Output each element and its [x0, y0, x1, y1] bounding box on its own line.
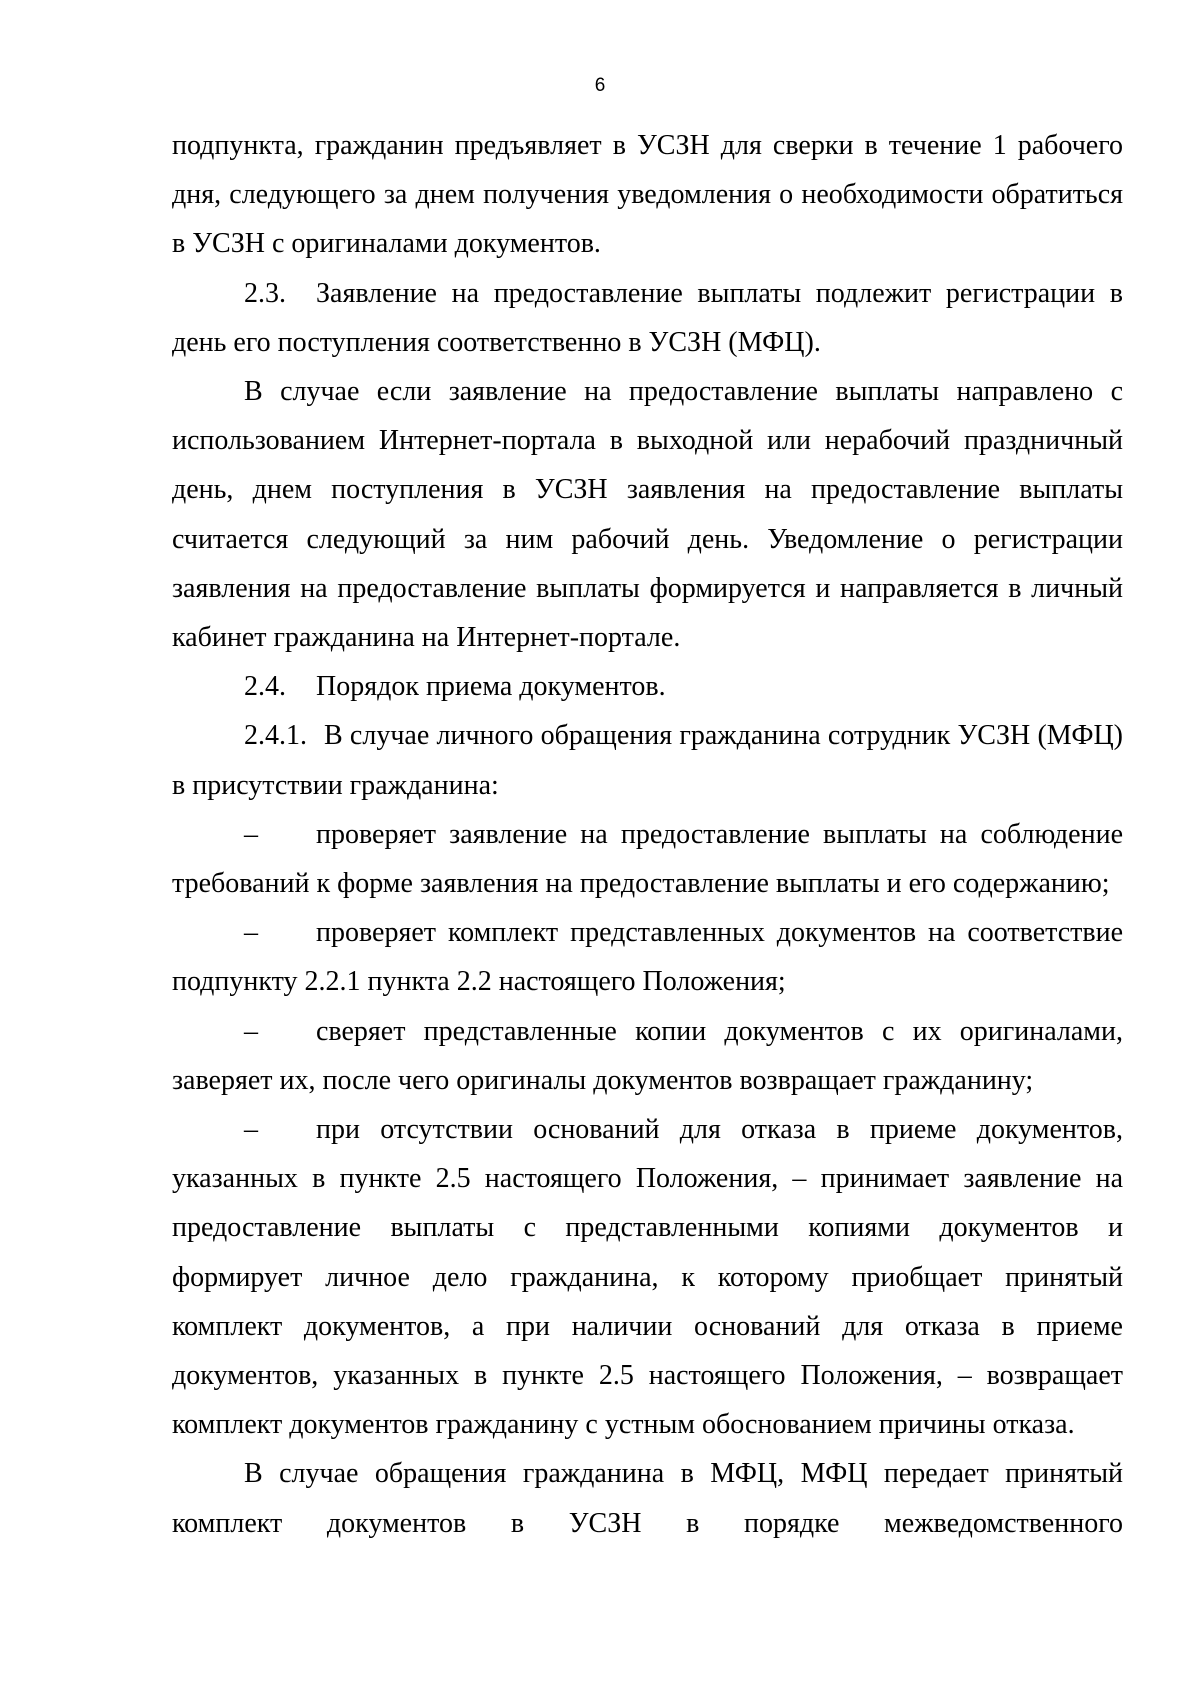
paragraph-2-4-1: [172, 711, 1123, 809]
clause-text: Порядок приема документов.: [316, 671, 666, 703]
paragraph-2-3: [172, 269, 1123, 367]
list-item-text: проверяет комплект представленных документов на соответствие подпункту 2.2.1 пункта 2.2 настоящего Положения;: [172, 917, 1123, 998]
list-item: [172, 1007, 1123, 1105]
list-dash: –: [244, 917, 258, 949]
clause-number: 2.4.1.: [244, 720, 307, 752]
list-item: [172, 810, 1123, 908]
clause-number: 2.3.: [244, 277, 286, 309]
list-item-text: проверяет заявление на предоставление выплаты на соблюдение требований к форме заявления на предоставление выплаты и его содержанию;: [172, 818, 1123, 900]
clause-text: В случае личного обращения гражданина сотрудник УСЗН (МФЦ) в присутствии гражданина:: [172, 720, 1123, 801]
paragraph: В случае обращения гражданина в МФЦ, МФЦ передает принятый комплект документов в УСЗН в порядке межведомственного: [172, 1458, 1123, 1539]
document-body: [172, 121, 1123, 1548]
paragraph-2-4: [172, 662, 1123, 711]
clause-number: 2.4.: [244, 671, 286, 703]
list-item-text: сверяет представленные копии документов с их оригиналами, заверяет их, после чего оригиналы документов возвращает гражданину;: [172, 1015, 1123, 1096]
list-dash: –: [244, 818, 258, 850]
list-item-text: при отсутствии оснований для отказа в приеме документов, указанных в пункте 2.5 настоящего Положения, – принимает заявление на предоставление выплаты с представленными копиями документов и формирует личное дело гражданина, к которому приобщает принятый комплект документов, а при наличии оснований для отказа в приеме документов, указанных в пункте 2.5 настоящего Положения, – возвращает комплект документов гражданину с устным обоснованием причины отказа.: [172, 1114, 1123, 1441]
clause-text: Заявление на предоставление выплаты подлежит регистрации в день его поступления соответственно в УСЗН (МФЦ).: [172, 277, 1123, 358]
list-item: [172, 1105, 1123, 1449]
list-item: [172, 908, 1123, 1006]
paragraph: В случае если заявление на предоставление выплаты направлено с использованием Интернет-портала в выходной или нерабочий праздничный день, днем поступления в УСЗН заявления на предоставление выплаты считается следующий за ним рабочий день. Уведомление о регистрации заявления на предоставление выплаты формируется и направляется в личный кабинет гражданина на Интернет-портале.: [172, 376, 1123, 654]
paragraph: подпункта, гражданин предъявляет в УСЗН для сверки в течение 1 рабочего дня, следующего за днем получения уведомления о необходимости обратиться в УСЗН с оригиналами документов.: [172, 130, 1123, 260]
page-number: 6: [594, 75, 606, 96]
list-dash: –: [244, 1015, 258, 1047]
list-dash: –: [244, 1114, 258, 1146]
